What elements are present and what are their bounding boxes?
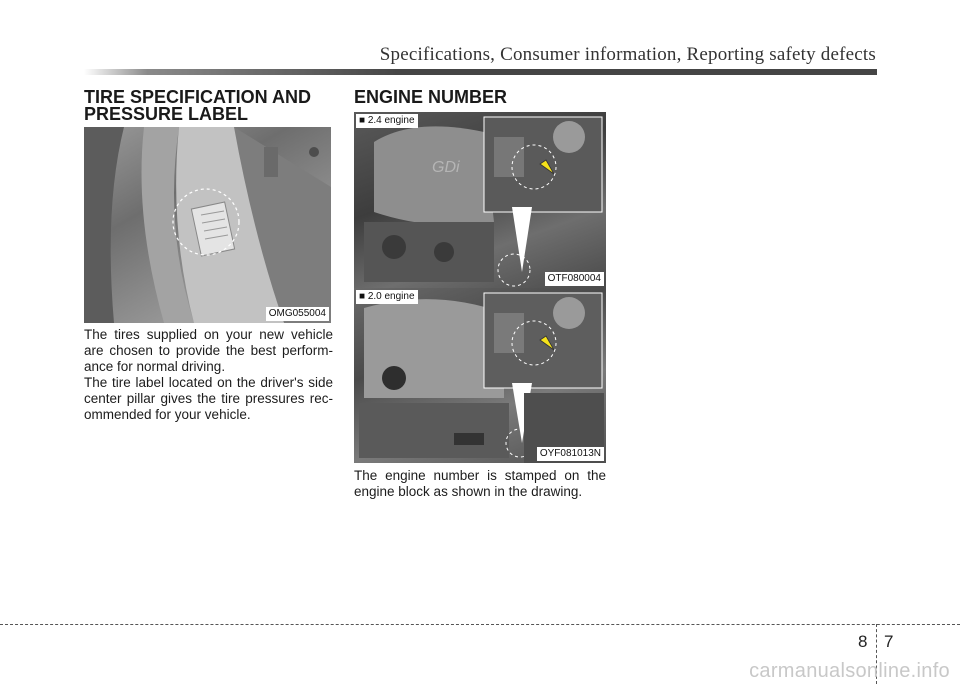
- engine-20-tag: ■ 2.0 engine: [356, 290, 418, 304]
- chapter-number: 8: [858, 632, 868, 651]
- engine-20-illustration: [354, 288, 606, 463]
- engine-24-code: OTF080004: [545, 272, 604, 286]
- engine-section-heading: ENGINE NUMBER: [354, 87, 508, 107]
- image-code-label: OMG055004: [266, 307, 329, 321]
- engine-24-illustration: [354, 112, 606, 288]
- tire-paragraph-2: The tire label located on the driver's side center pillar gives the tire pressures rec-ommended for your vehicle.: [84, 375, 333, 422]
- engine-paragraph: The engine number is stamped on the engine block as shown in the drawing.: [354, 468, 606, 499]
- watermark[interactable]: carmanualsonline.info: [749, 660, 950, 682]
- engine-20-code: OYF081013N: [537, 447, 604, 461]
- page-number: 7: [884, 632, 894, 651]
- engine-24-photo: [354, 112, 606, 288]
- running-header: Specifications, Consumer information, Reporting safety defects: [379, 44, 876, 65]
- footer-rule: [0, 624, 960, 625]
- engine-20-photo: [354, 288, 606, 463]
- tire-label-photo: [84, 127, 331, 323]
- svg-text:GDi: GDi: [432, 159, 460, 176]
- door-pillar-illustration: [84, 127, 331, 323]
- header-rule: [84, 69, 877, 75]
- tire-paragraph-1: The tires supplied on your new vehicle are chosen to provide the best perform-ance for normal driving.: [84, 327, 333, 374]
- tire-section-heading: TIRE SPECIFICATION AND PRESSURE LABEL: [84, 87, 312, 124]
- engine-24-tag: ■ 2.4 engine: [356, 114, 418, 128]
